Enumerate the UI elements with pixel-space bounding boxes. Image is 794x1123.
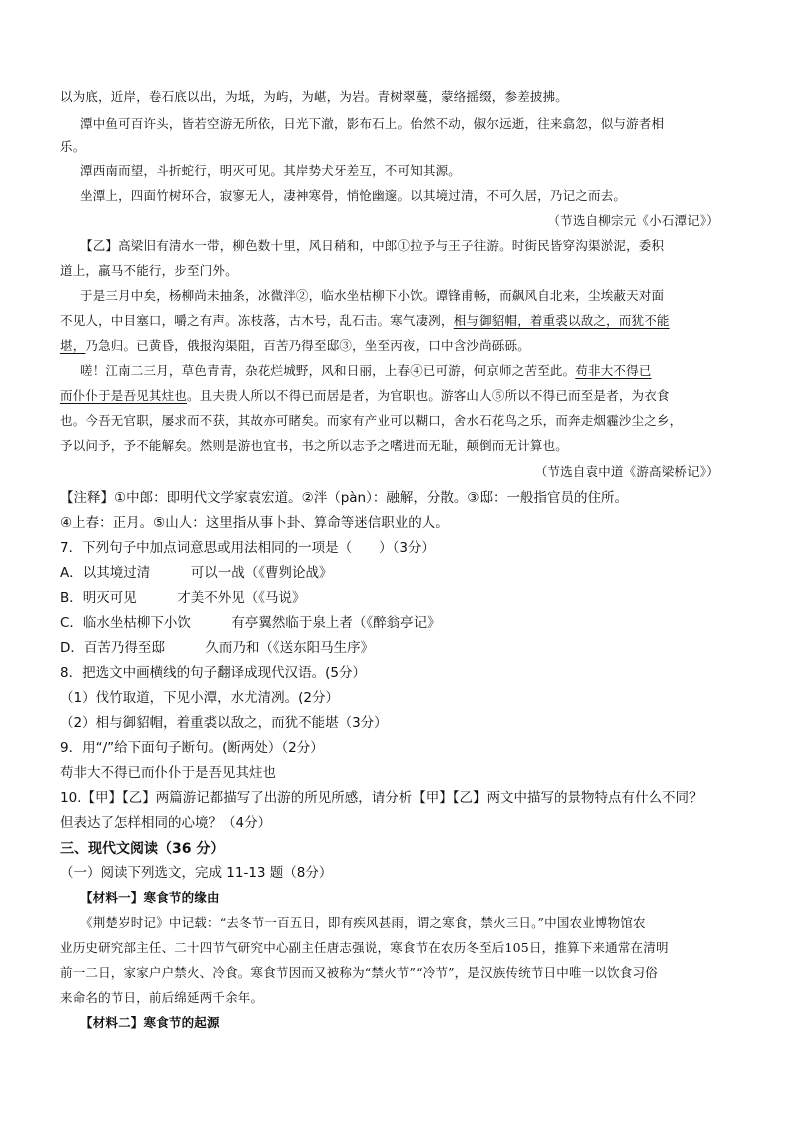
yi-paragraph-line xyxy=(60,340,530,353)
notes-line: ④上春：正月。⑤山人：这里指从事卜卦、算命等迷信职业的人。 xyxy=(60,515,449,531)
jia-paragraph-line: 乐。 xyxy=(60,139,86,154)
yi-paragraph-line xyxy=(80,365,652,378)
yi-paragraph-line: 予以问予，予不能解矣。然则是游也宜书，书之所以志予之嗜进而无耻，颠倒而无计算也。 xyxy=(60,438,569,453)
section-3-subtitle: （一）阅读下列选文，完成 11-13 题（8分） xyxy=(60,865,333,881)
question-9-stem: 9．用“/”给下面句子断句。(断两处）（2分） xyxy=(60,740,324,756)
yi-text: 乃急归。已黄昏，俄报沟渠阻，百苦乃得至邸③，坐至丙夜，口中含沙尚砾砾。 xyxy=(85,338,530,353)
jia-paragraph-line: 潭中鱼可百许头，皆若空游无所依，日光下澈，影布石上。佁然不动，俶尔远逝，往来翕忽，似与游者相 xyxy=(80,116,665,131)
underlined-sentence: 相与御貂帽，着重裘以敌之，而犹不能 xyxy=(453,313,670,328)
underlined-sentence: 苟非大不得已 xyxy=(575,363,652,378)
question-7-option-b: B．明灭可见 才美不外见（《马说》 xyxy=(60,590,306,606)
material-1-title: 【材料一】寒食节的缘由 xyxy=(80,890,220,905)
jia-paragraph-line: 以为底，近岸，卷石底以出，为坻，为屿，为嵁，为岩。青树翠蔓，蒙络摇缀，参差披拂。 xyxy=(60,89,569,104)
jia-source: （节选自柳宗元《小石潭记》） xyxy=(547,213,719,228)
question-8-sub-1: （1）伐竹取道，下见小潭，水尤清冽。(2分） xyxy=(60,690,339,706)
material-1-line: 前一二日，家家户户禁火、冷食。寒食节因而又被称为“禁火节”“冷节”，是汉族传统节日中唯一以饮食习俗 xyxy=(60,965,658,980)
question-8-sub-2: （2）相与御貂帽，着重裘以敌之，而犹不能堪（3分） xyxy=(60,715,388,731)
yi-paragraph-line: 也。今吾无官职，屡求而不获，其故亦可睹矣。而家有产业可以糊口，舍水石花鸟之乐，而奔走烟霾沙尘之乡， xyxy=(60,413,683,428)
material-1-line: 《荆楚岁时记》中记载：“去冬节一百五日，即有疾风甚雨，谓之寒食，禁火三日。”中国农业博物馆农 xyxy=(80,915,646,930)
question-7-option-d: D．百苦乃得至邸 久而乃和（《送东阳马生序》 xyxy=(60,640,375,656)
yi-source: （节选自袁中道《游高梁桥记》） xyxy=(534,464,719,479)
underlined-sentence: 而仆仆于是吾见其炷也 xyxy=(60,388,188,403)
yi-paragraph-line: 【乙】高梁旧有清水一带，柳色数十里，风日稍和，中郎①拉予与王子往游。时街民皆穿沟渠淤泥，委积 xyxy=(80,238,665,253)
question-10-line: 但表达了怎样相同的心境？（4分） xyxy=(60,815,272,831)
question-7-option-a: A．以其境过清 可以一战（《曹刿论战》 xyxy=(60,565,333,581)
yi-paragraph-line xyxy=(60,390,670,403)
yi-text: 不见人，中目塞口，嚼之有声。冻枝落，古木号，乱石击。寒气凄冽， xyxy=(60,313,454,328)
yi-paragraph-line: 道上，羸马不能行，步至门外。 xyxy=(60,263,238,278)
material-2-title: 【材料二】寒食节的起源 xyxy=(80,1015,220,1030)
yi-text: 。且夫贵人所以不得已而居是者，为官职也。游客山人⑤所以不得已而至是者，为衣食 xyxy=(187,388,670,403)
section-3-title: 三、现代文阅读（36 分） xyxy=(60,841,225,857)
question-7-option-c: C．临水坐枯柳下小饮 有亭翼然临于泉上者（《醉翁亭记》 xyxy=(60,615,441,631)
yi-text: 嗟！江南二三月，草色青青，杂花烂城野，风和日丽，上春④已可游，何京师之苦至此。 xyxy=(80,363,576,378)
notes-line: 【注释】①中郎：即明代文学家袁宏道。②泮（pàn）：融解，分散。③邸：一般指官员的住所。 xyxy=(60,490,628,506)
yi-paragraph-line: 于是三月中矣，杨柳尚未抽条，冰微泮②，临水坐枯柳下小饮。谭锋甫畅，而飙风自北来，尘埃蔽天对面 xyxy=(80,288,665,303)
underlined-sentence: 堪， xyxy=(60,338,86,353)
material-1-line: 来命名的节日，前后绵延两千余年。 xyxy=(60,990,264,1005)
question-9-text: 苟非大不得已而仆仆于是吾见其炷也 xyxy=(60,765,276,781)
question-8-stem: 8．把选文中画横线的句子翻译成现代汉语。(5分） xyxy=(60,665,366,681)
material-1-line: 业历史研究部主任、二十四节气研究中心副主任唐志强说，寒食节在农历冬至后105日，推算下来通常在清明 xyxy=(60,940,669,955)
jia-paragraph-line: 潭西南而望，斗折蛇行，明灭可见。其岸势犬牙差互，不可知其源。 xyxy=(80,163,462,178)
question-10-line: 10.【甲】【乙】两篇游记都描写了出游的所见所感，请分析【甲】【乙】两文中描写的景物特点有什么不同？ xyxy=(60,790,703,806)
jia-paragraph-line: 坐潭上，四面竹树环合，寂寥无人，凄神寒骨，悄怆幽邃。以其境过清，不可久居，乃记之而去。 xyxy=(80,188,627,203)
question-7-stem: 7．下列句子中加点词意思或用法相同的一项是（ ）（3分） xyxy=(60,540,435,556)
yi-paragraph-line xyxy=(60,315,670,328)
